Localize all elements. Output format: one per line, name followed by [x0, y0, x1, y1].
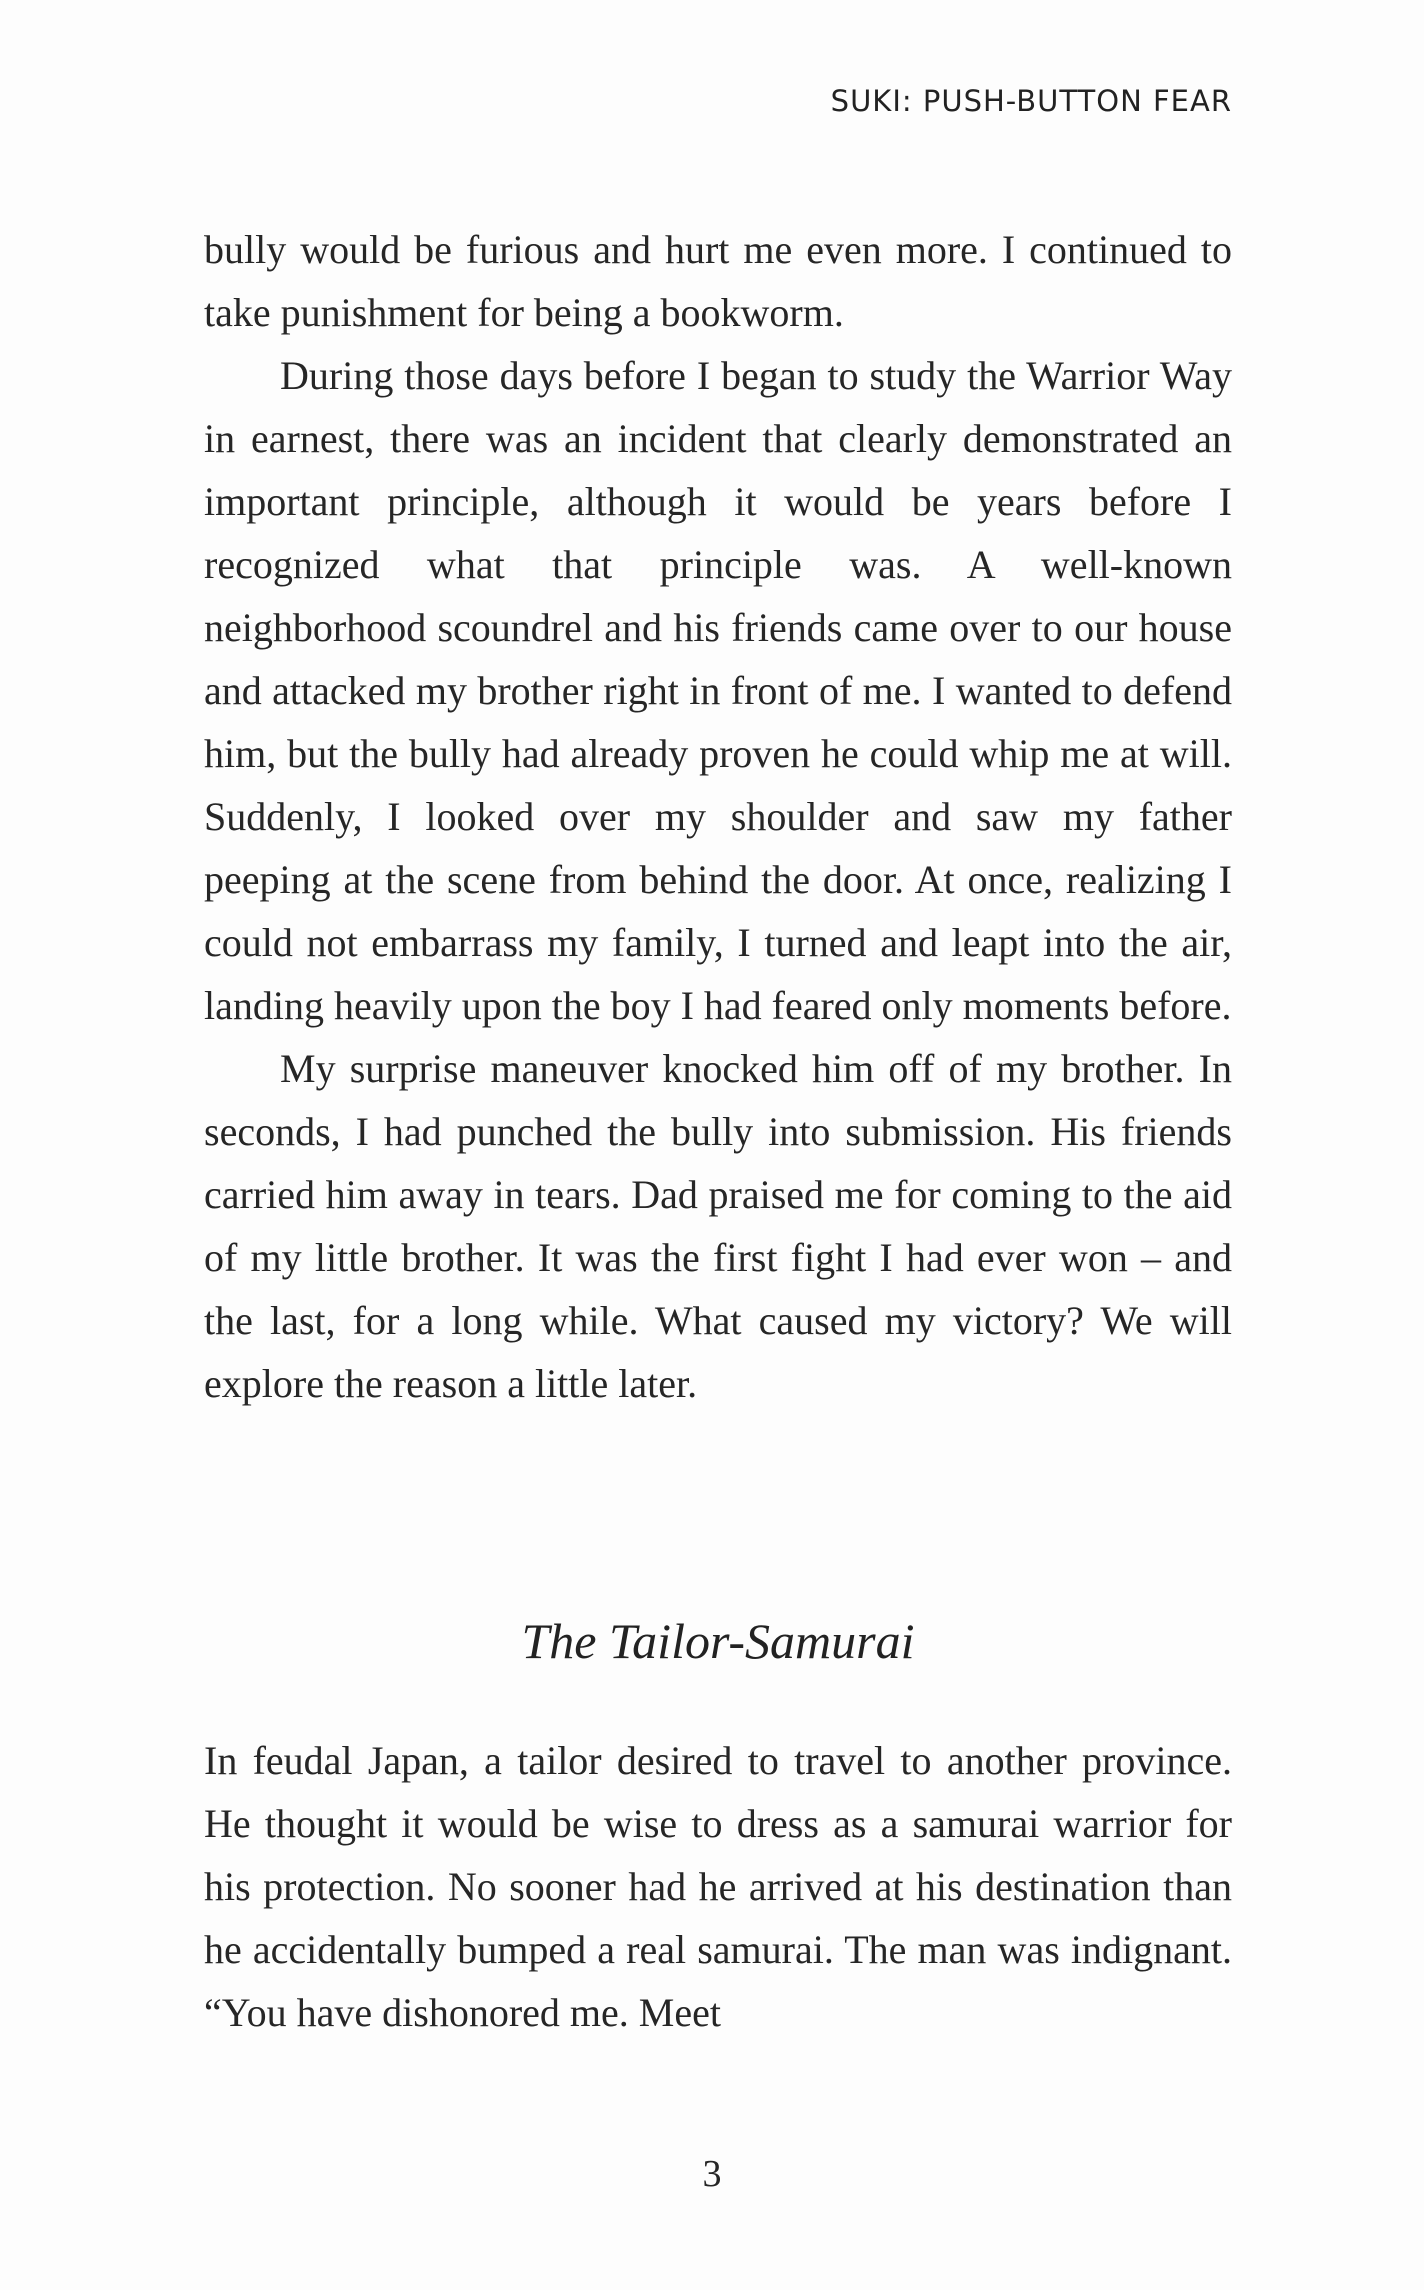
- paragraph-incident: During those days before I began to study the Warrior Way in earnest, there was an incident that clearly demonstrated an important principle, although it would be years before I recognized what that principle was. A well-known neighborhood scoundrel and his friends came over to our house and attacked my brother right in front of me. I wanted to defend him, but the bully had already proven he could whip me at will. Suddenly, I looked over my shoulder and saw my father peeping at the scene from behind the door. At once, realizing I could not embarrass my family, I turned and leapt into the air, landing heavily upon the boy I had feared only moments before.: [204, 353, 1232, 1028]
- body-text: [204, 218, 1232, 1415]
- page-number: 3: [702, 2153, 722, 2195]
- section-title: The Tailor-Samurai: [521, 1613, 915, 1669]
- paragraph-victory: My surprise maneuver knocked him off of my brother. In seconds, I had punched the bully into submission. His friends carried him away in tears. Dad praised me for coming to the aid of my little brother. It was the first fight I had ever won – and the last, for a long while. What caused my victory? We will explore the reason a little later.: [204, 1046, 1232, 1406]
- paragraph-continued: bully would be furious and hurt me even more. I continued to take punishment for being a bookworm.: [204, 227, 1232, 335]
- running-head: SUKI: PUSH-BUTTON FEAR: [830, 84, 1232, 118]
- paragraph-tailor: In feudal Japan, a tailor desired to travel to another province. He thought it would be wise to dress as a samurai warrior for his protection. No sooner had he arrived at his destination than he accidentally bumped a real samurai. The man was indignant. “You have dishonored me. Meet: [204, 1738, 1232, 2035]
- section-body-text: [204, 1729, 1232, 2044]
